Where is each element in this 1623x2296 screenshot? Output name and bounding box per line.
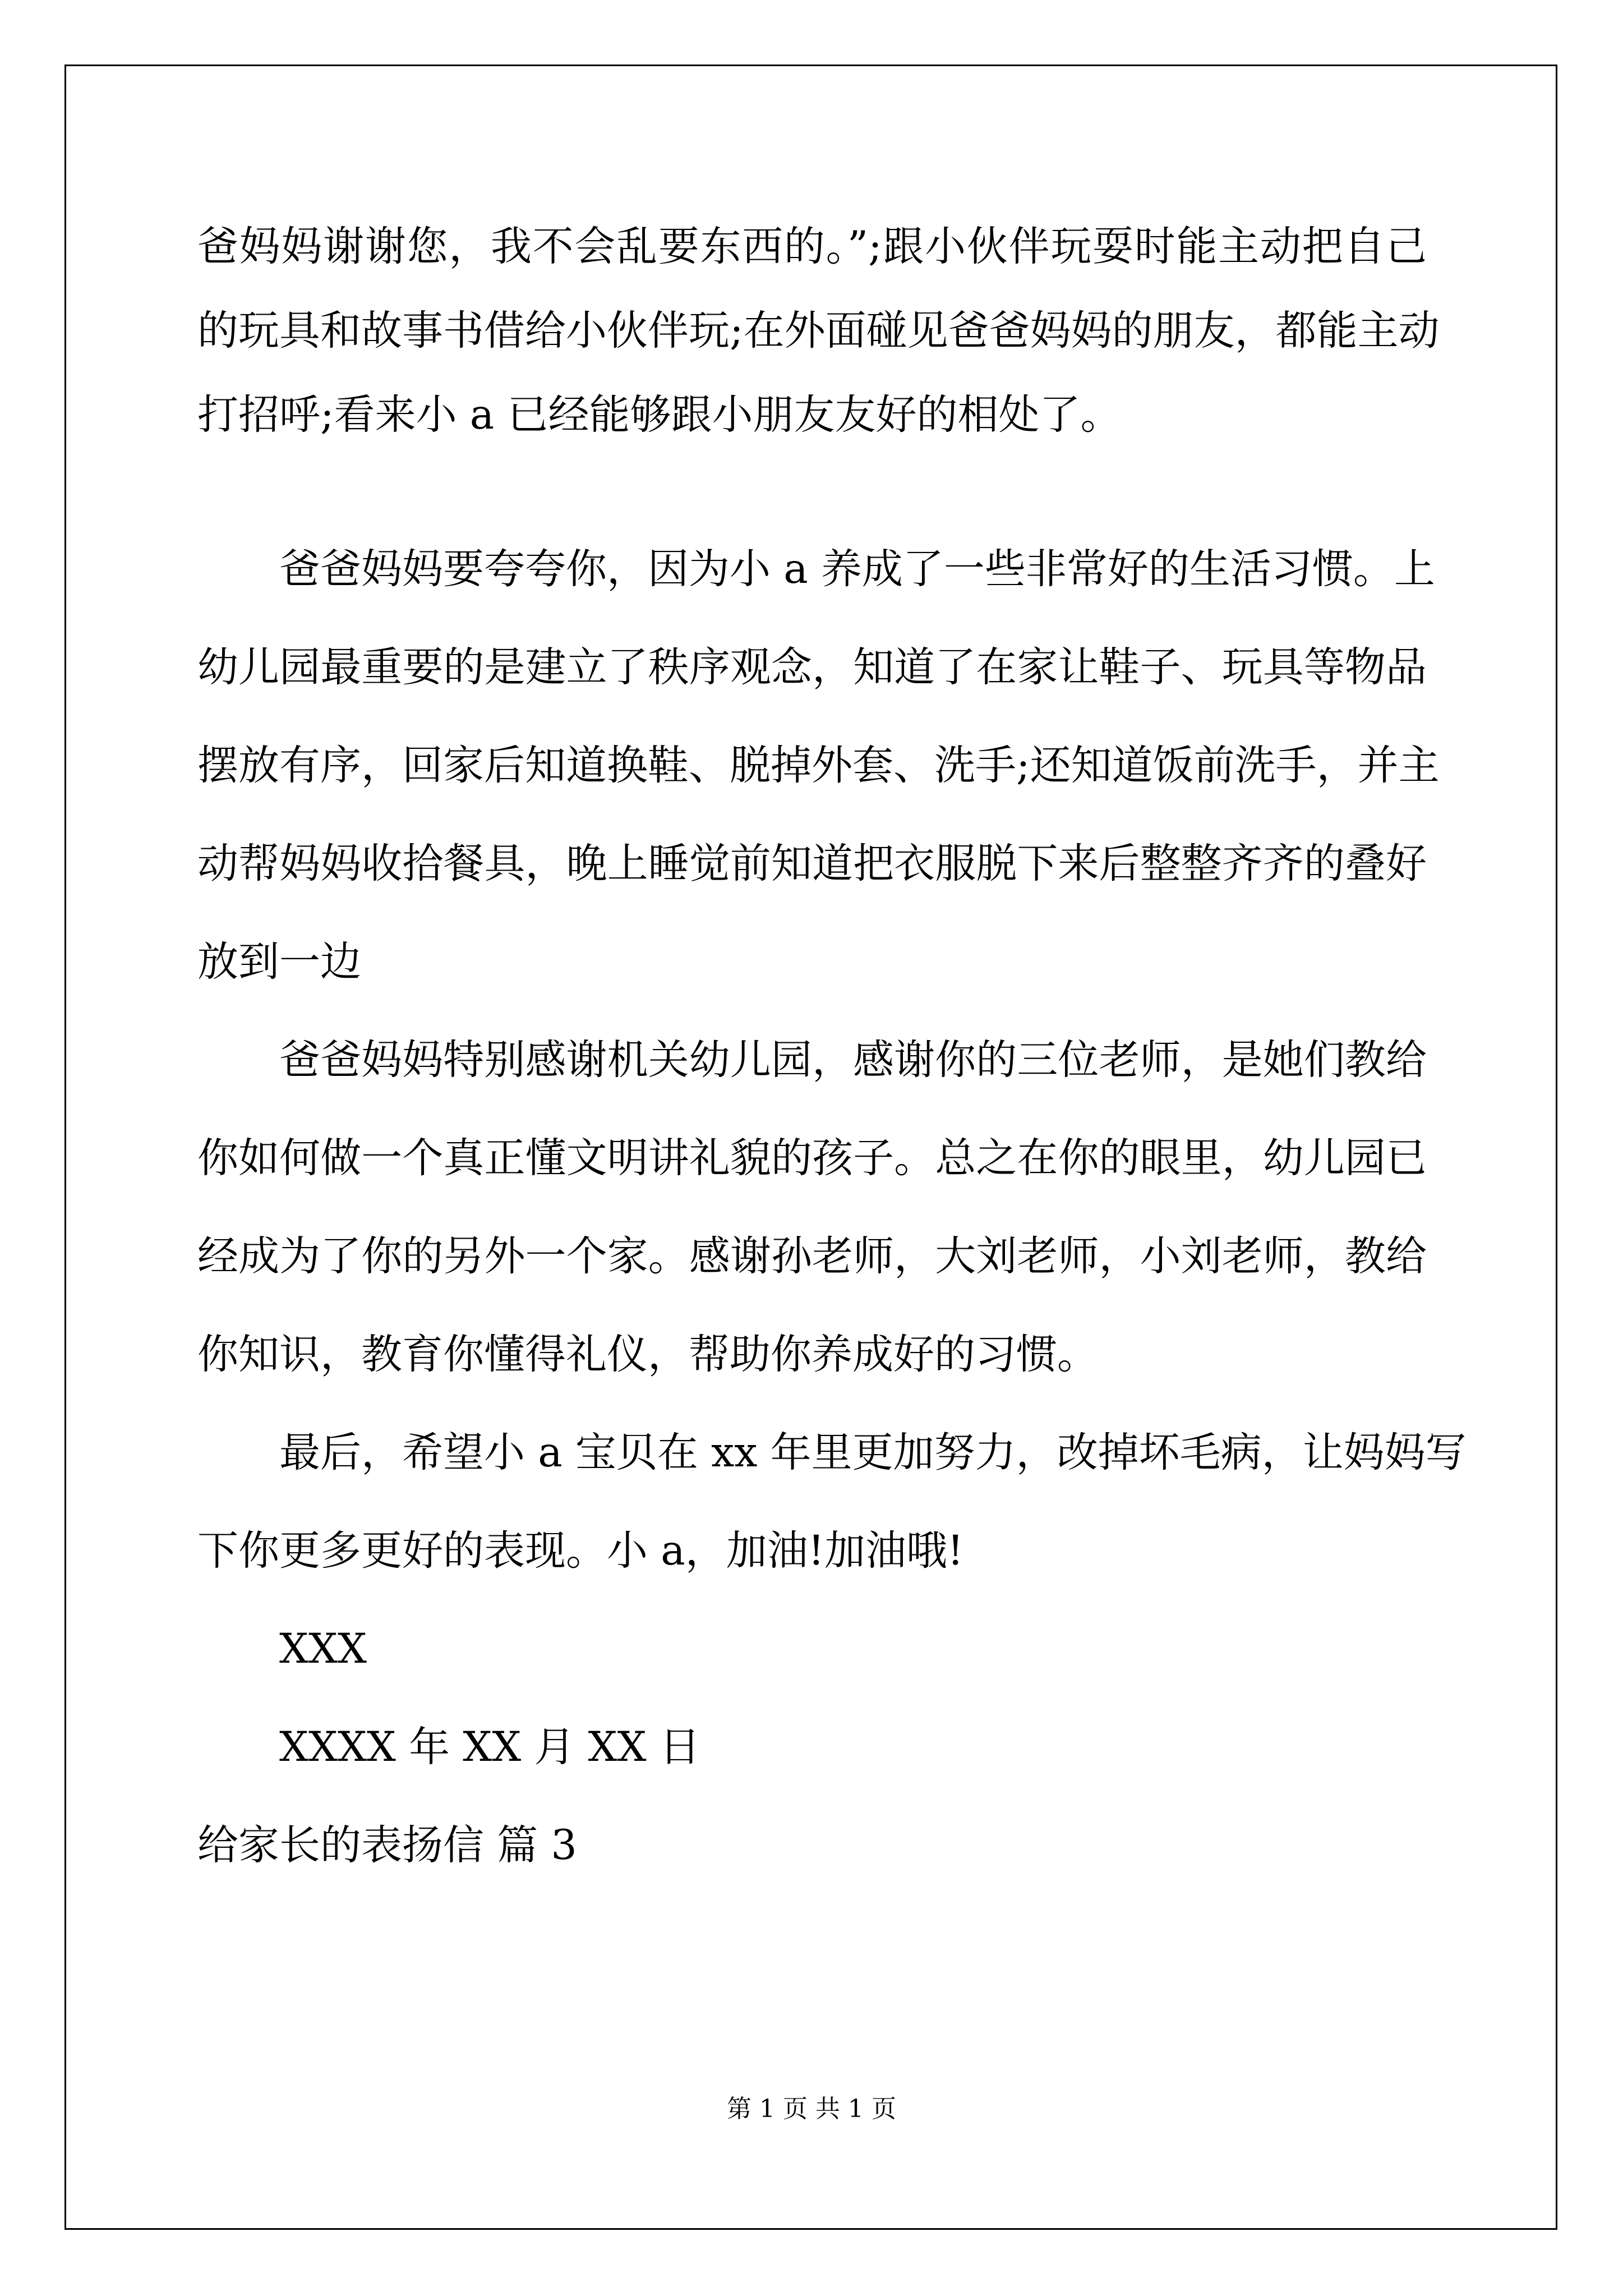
section-heading: 给家长的表扬信 篇 3 — [197, 1821, 577, 1869]
text-line: 放到一边 — [197, 938, 361, 986]
text-line: 爸妈妈谢谢您，我不会乱要东西的。”;跟小伙伴玩耍时能主动把自己 — [197, 223, 1427, 270]
text-line: 你知识，教育你懂得礼仪，帮助你养成好的习惯。 — [197, 1331, 1098, 1378]
text-line: 你如何做一个真正懂文明讲礼貌的孩子。总之在你的眼里，幼儿园已 — [197, 1134, 1427, 1182]
page-footer: 第 1 页 共 1 页 — [727, 2095, 896, 2123]
text-line: 幼儿园最重要的是建立了秩序观念，知道了在家让鞋子、玩具等物品 — [197, 643, 1427, 691]
signature-date: XXXX 年 XX 月 XX 日 — [279, 1723, 700, 1771]
paragraph-start-line: 最后，希望小 a 宝贝在 xx 年里更加努力，改掉坏毛病，让妈妈写 — [279, 1429, 1467, 1476]
text-line: 打招呼;看来小 a 已经能够跟小朋友友好的相处了。 — [197, 391, 1122, 439]
text-line: 动帮妈妈收拾餐具，晚上睡觉前知道把衣服脱下来后整整齐齐的叠好 — [197, 840, 1427, 887]
paragraph-start-line: 爸爸妈妈特别感谢机关幼儿园，感谢你的三位老师，是她们教给 — [279, 1036, 1427, 1084]
paragraph-start-line: 爸爸妈妈要夸夸你，因为小 a 养成了一些非常好的生活习惯。上 — [279, 545, 1435, 593]
text-line: 经成为了你的另外一个家。感谢孙老师，大刘老师，小刘老师，教给 — [197, 1232, 1427, 1280]
text-line: 下你更多更好的表现。小 a，加油!加油哦! — [197, 1527, 964, 1575]
text-line: 的玩具和故事书借给小伙伴玩;在外面碰见爸爸妈妈的朋友，都能主动 — [197, 307, 1440, 355]
text-line: 摆放有序，回家后知道换鞋、脱掉外套、洗手;还知道饭前洗手，并主 — [197, 742, 1440, 789]
signature-name: XXX — [279, 1625, 367, 1673]
